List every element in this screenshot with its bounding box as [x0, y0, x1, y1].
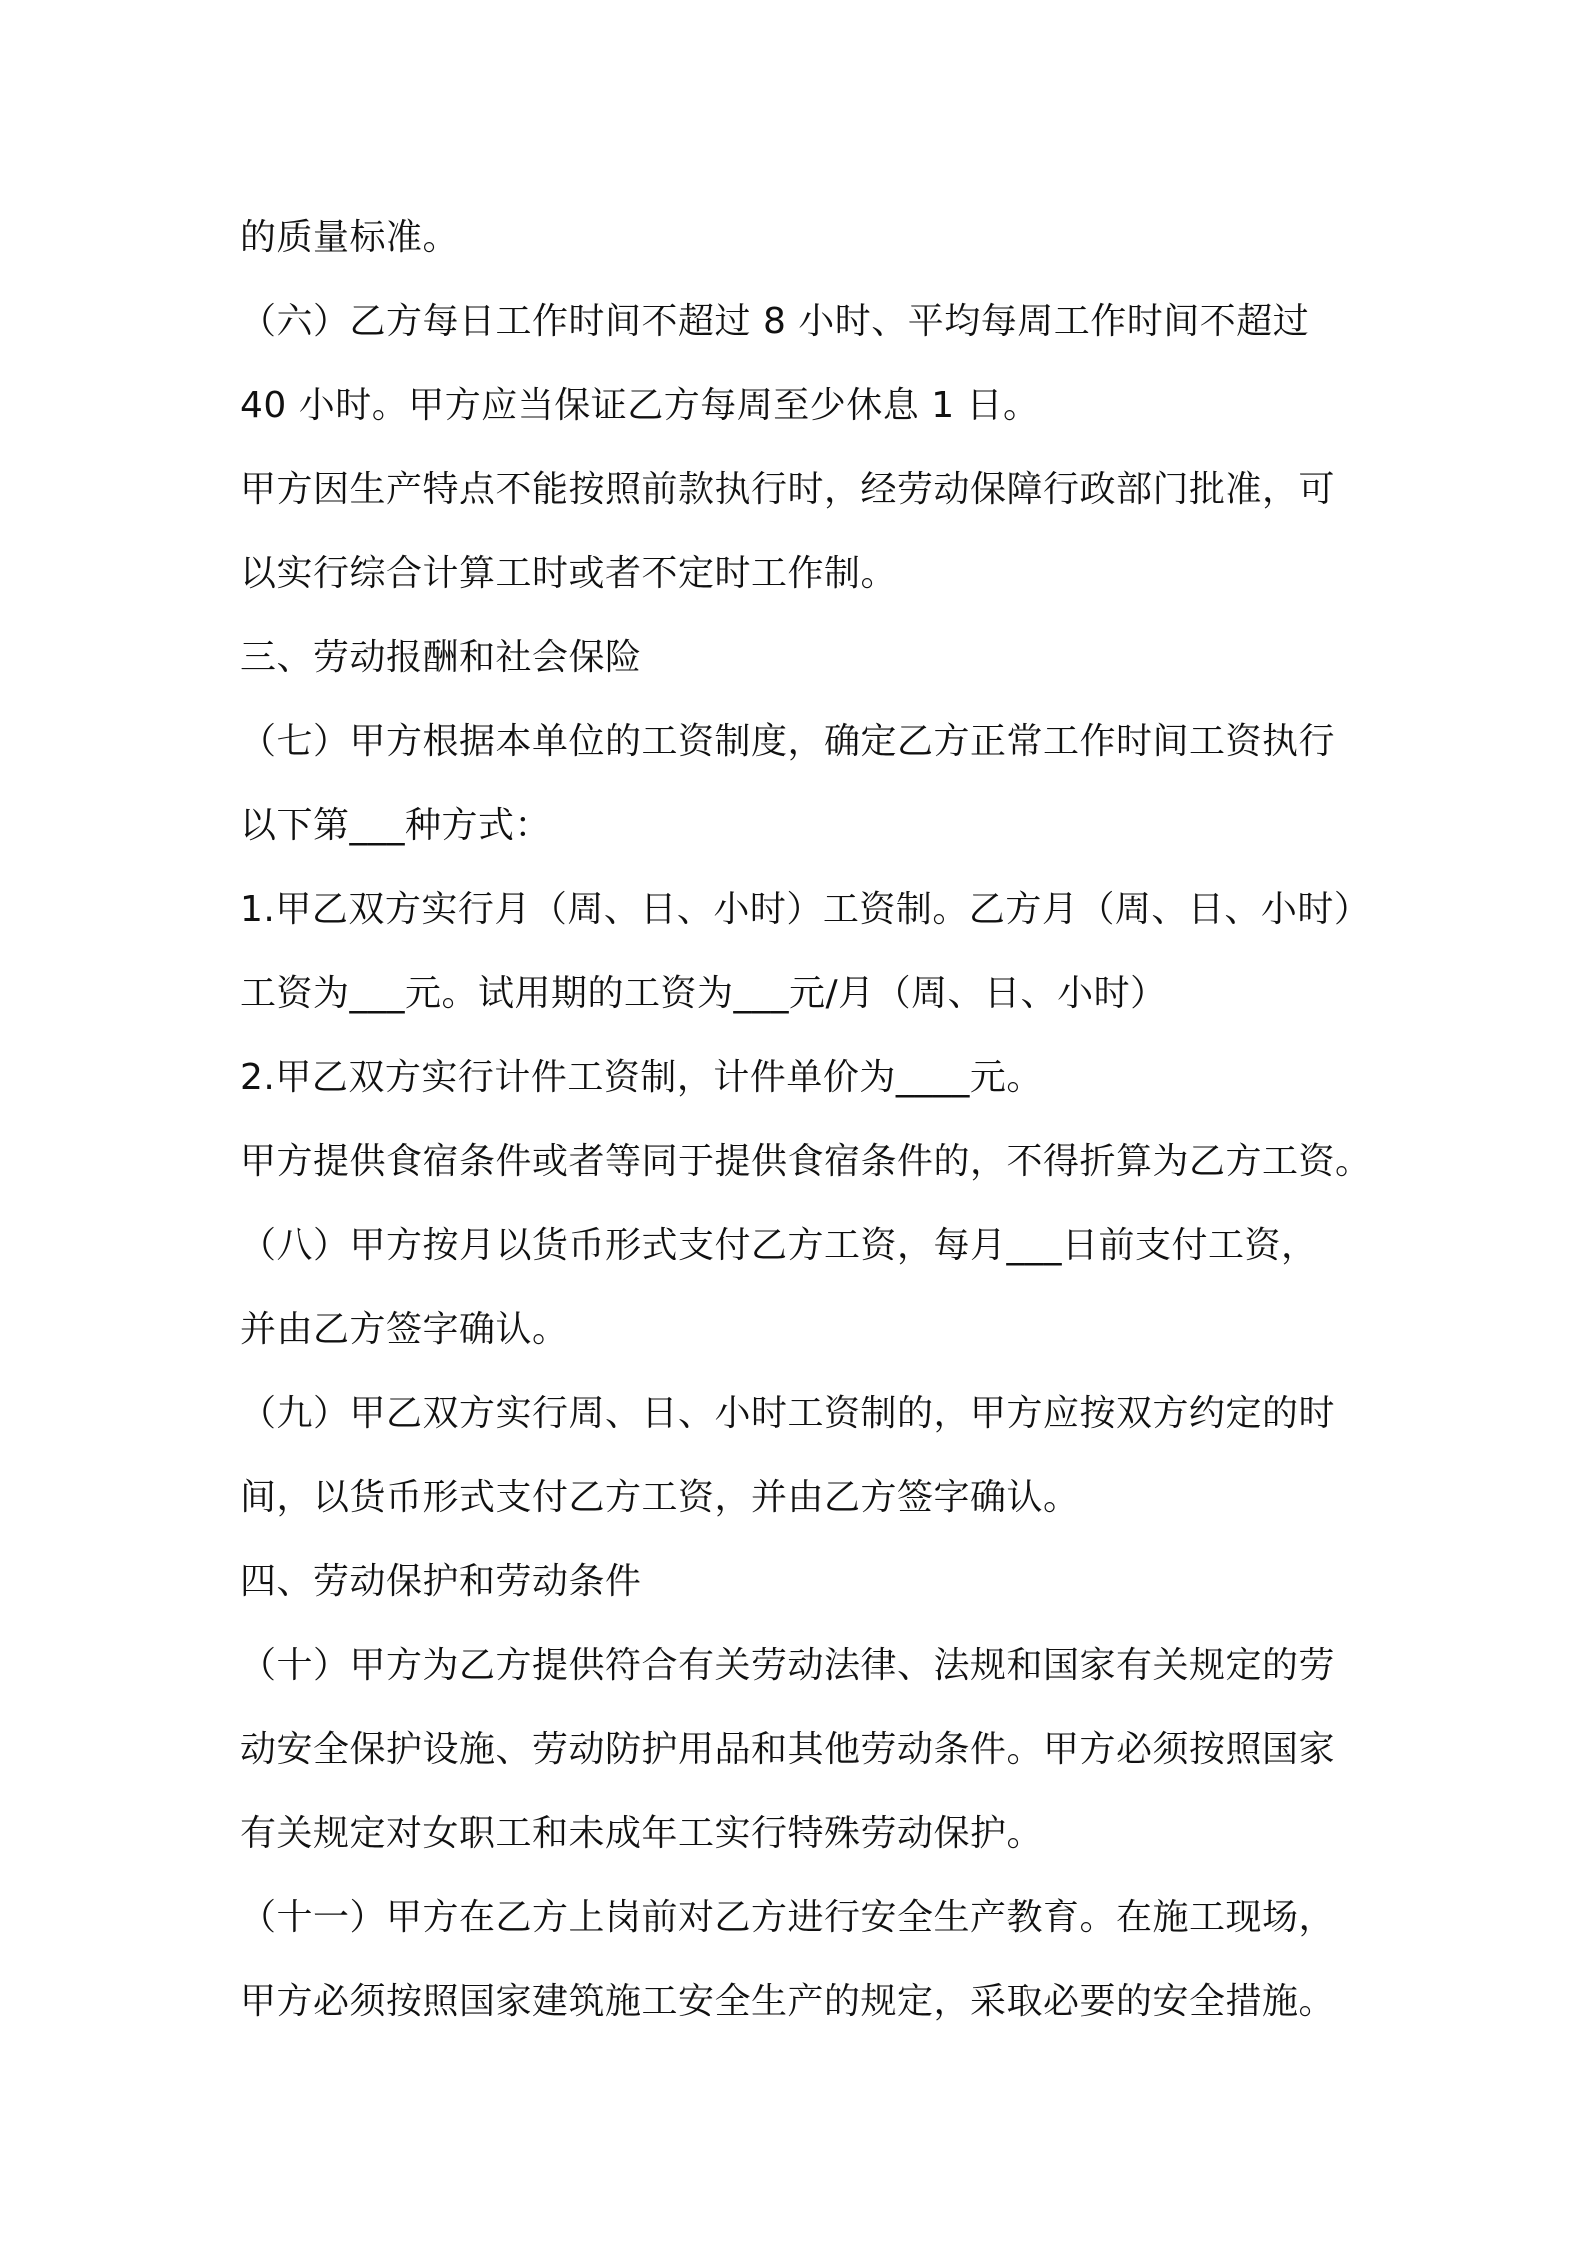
text-line: 1.甲乙双方实行月（周、日、小时）工资制。乙方月（周、日、小时）	[240, 889, 1371, 930]
text-line: 工资为___元。试用期的工资为___元/月（周、日、小时）	[240, 973, 1167, 1014]
text-line: 有关规定对女职工和未成年工实行特殊劳动保护。	[240, 1813, 1044, 1854]
text-line: （六）乙方每日工作时间不超过 8 小时、平均每周工作时间不超过	[240, 301, 1310, 342]
section-heading: 三、劳动报酬和社会保险	[240, 637, 642, 678]
text-line: （十）甲方为乙方提供符合有关劳动法律、法规和国家有关规定的劳	[240, 1645, 1336, 1686]
text-line: 以实行综合计算工时或者不定时工作制。	[240, 553, 898, 594]
text-line: 2.甲乙双方实行计件工资制，计件单价为____元。	[240, 1057, 1043, 1098]
text-line: 间，以货币形式支付乙方工资，并由乙方签字确认。	[240, 1477, 1080, 1518]
text-line: 的质量标准。	[240, 217, 460, 258]
text-line: 并由乙方签字确认。	[240, 1309, 569, 1350]
text-line: 甲方必须按照国家建筑施工安全生产的规定，采取必要的安全措施。	[240, 1981, 1336, 2022]
text-line: （八）甲方按月以货币形式支付乙方工资，每月___日前支付工资，	[240, 1225, 1318, 1266]
section-heading: 四、劳动保护和劳动条件	[240, 1561, 642, 1602]
text-line: （九）甲乙双方实行周、日、小时工资制的，甲方应按双方约定的时	[240, 1393, 1336, 1434]
text-line: 40 小时。甲方应当保证乙方每周至少休息 1 日。	[240, 385, 1040, 426]
text-line: 甲方因生产特点不能按照前款执行时，经劳动保障行政部门批准，可	[240, 469, 1336, 510]
text-line: （七）甲方根据本单位的工资制度，确定乙方正常工作时间工资执行	[240, 721, 1336, 762]
text-line: （十一）甲方在乙方上岗前对乙方进行安全生产教育。在施工现场，	[240, 1897, 1336, 1938]
text-line: 以下第___种方式：	[240, 805, 552, 846]
text-line: 甲方提供食宿条件或者等同于提供食宿条件的，不得折算为乙方工资。	[240, 1141, 1372, 1182]
text-line: 动安全保护设施、劳动防护用品和其他劳动条件。甲方必须按照国家	[240, 1729, 1336, 1770]
document-body	[240, 196, 1380, 2044]
